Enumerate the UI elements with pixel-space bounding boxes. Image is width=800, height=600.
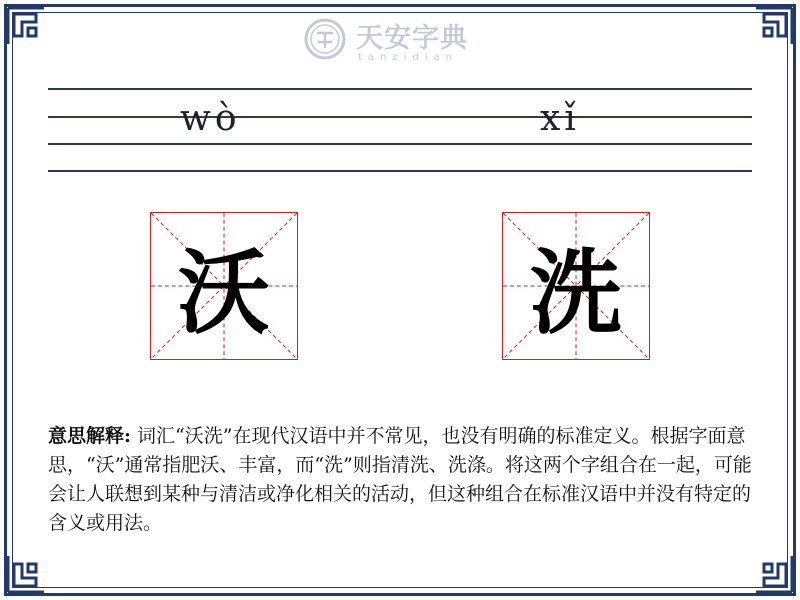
watermark-logo xyxy=(300,16,500,68)
corner-ornament-icon xyxy=(6,6,46,46)
seal-icon xyxy=(304,18,346,60)
rule-line xyxy=(48,143,752,145)
corner-ornament-icon xyxy=(754,6,794,46)
meaning-paragraph xyxy=(48,422,756,538)
logo-subtitle: tanzidian xyxy=(358,52,459,63)
rule-line xyxy=(48,170,752,172)
pinyin-grid xyxy=(48,88,752,174)
pinyin-1: wò xyxy=(180,98,241,139)
character-box-2 xyxy=(502,212,650,360)
character-2: 洗 xyxy=(529,239,622,347)
meaning-label: 意思解释: xyxy=(48,425,132,447)
rule-line xyxy=(48,88,752,90)
rule-line xyxy=(48,116,752,118)
meaning-text: 词汇“沃洗”在现代汉语中并不常见，也没有明确的标准定义。根据字面意思，“沃”通常指肥沃、丰富，而“洗”则指清洗、洗涤。将这两个字组合在一起，可能会让人联想到某种与清洁或净化相关的活动，但这种组合在标准汉语中并没有特定的含义或用法。 xyxy=(48,425,752,534)
corner-ornament-icon xyxy=(754,554,794,594)
character-box-1 xyxy=(150,212,298,360)
corner-ornament-icon xyxy=(6,554,46,594)
pinyin-2: xǐ xyxy=(540,98,580,139)
logo-name: 天安字典 xyxy=(356,23,468,54)
character-1: 沃 xyxy=(177,239,270,347)
